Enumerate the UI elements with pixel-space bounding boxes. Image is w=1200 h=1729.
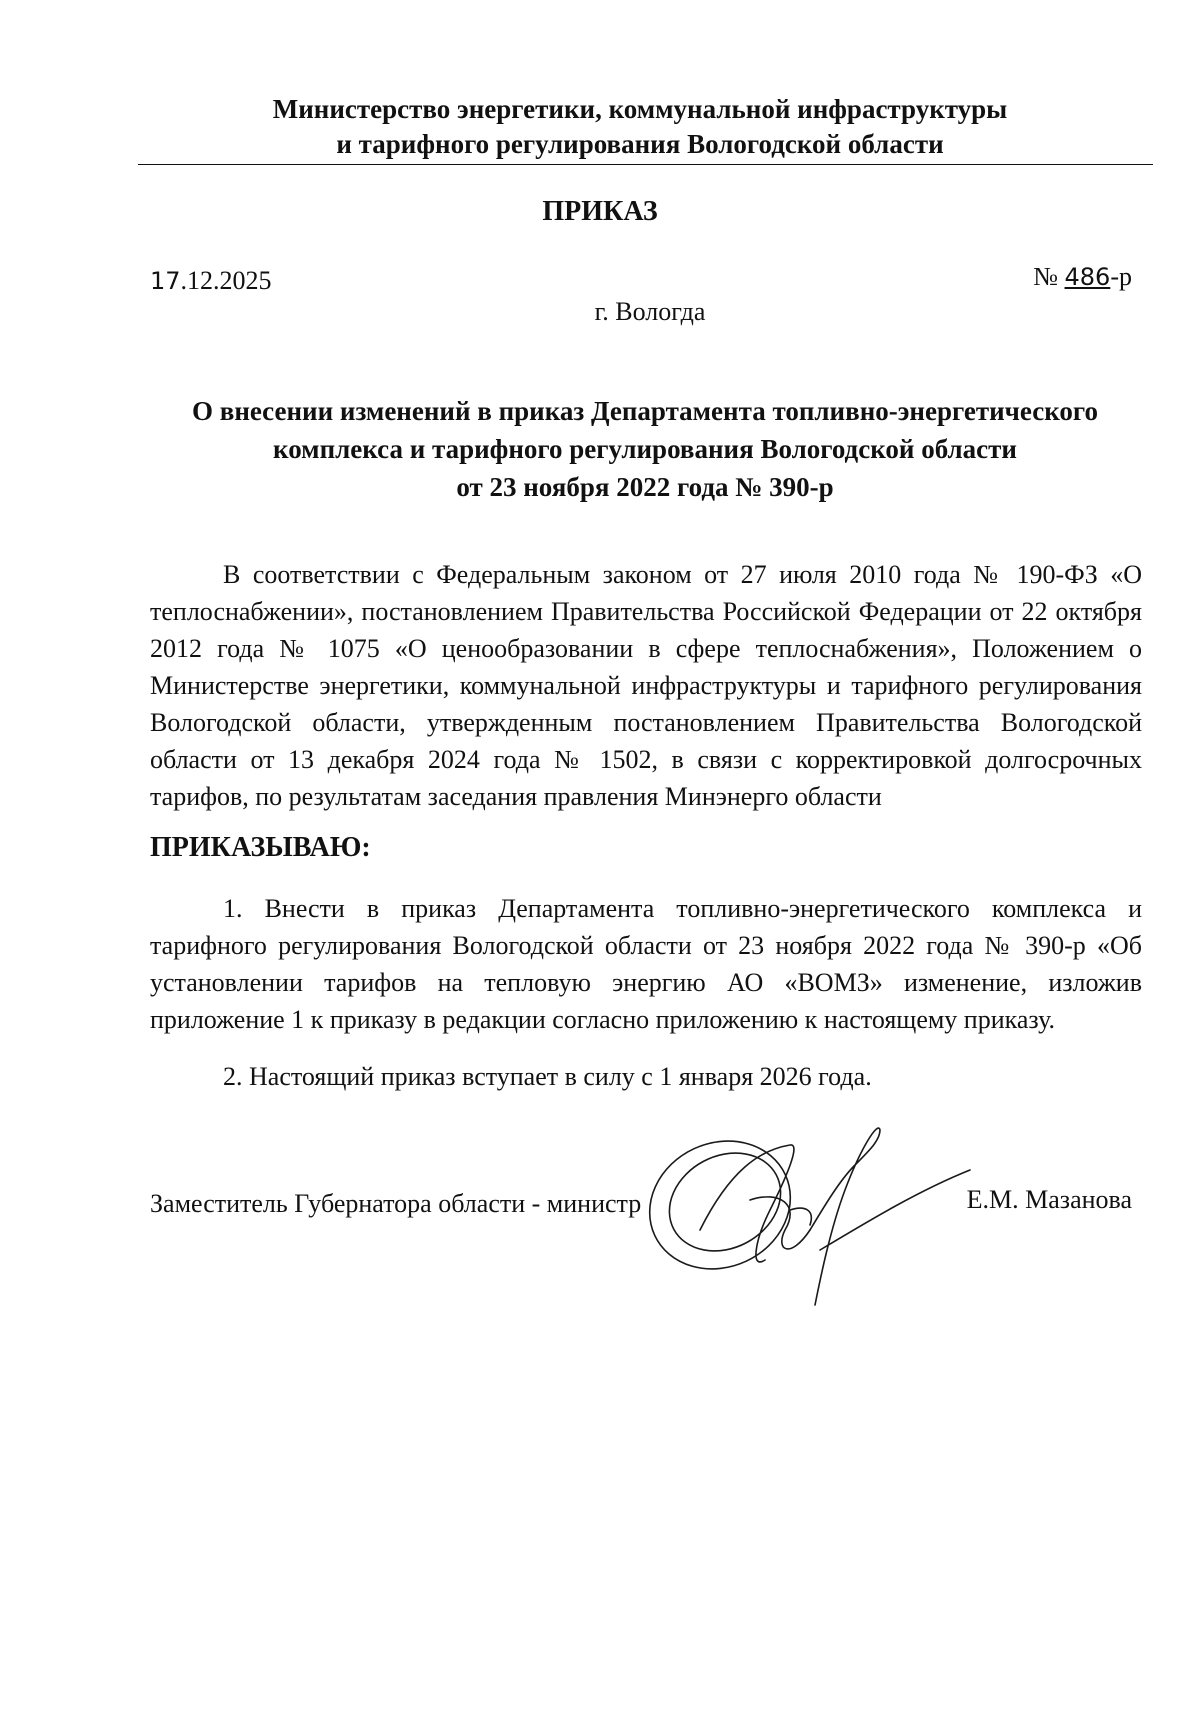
orders-heading: ПРИКАЗЫВАЮ: [150,832,371,863]
order-number [1033,262,1132,292]
ministry-line-1: Министерство энергетики, коммунальной инфраструктуры [272,94,1008,124]
order-title: ПРИКАЗ [542,196,658,227]
subject-line-2: комплекса и тарифного регулирования Вологодской области [273,434,1017,464]
order-item-1: 1. Внести в приказ Департамента топливно-энергетического комплекса и тарифного регулирования Вологодской области от 23 ноября 2022 года № 390-р «Об установлении тарифов на тепловую энергию АО «ВОМЗ» изменение, изложив приложение 1 к приказу в редакции согласно приложению к настоящему приказу. [150,894,1142,1034]
signer-position: Заместитель Губернатора области - министр [150,1189,642,1218]
subject-line-1: О внесении изменений в приказ Департамента топливно-энергетического [191,396,1098,426]
handwritten-signature [640,1110,980,1310]
order-number-value: 486 [1064,263,1111,291]
order-number-suffix: -р [1110,262,1132,291]
signer-name: Е.М. Мазанова [966,1185,1132,1214]
order-item-2: 2. Настоящий приказ вступает в силу с 1 января 2026 года. [223,1062,872,1091]
order-date [150,266,272,296]
ministry-line-2: и тарифного регулирования Вологодской области [336,129,944,159]
ministry-header [140,92,1140,162]
subject-line-3: от 23 ноября 2022 года № 390-р [456,472,834,502]
order-subject [140,392,1150,506]
order-number-prefix: № [1033,262,1065,291]
order-date-day: 17 [150,267,181,295]
header-divider [138,164,1153,165]
order-city: г. Вологда [594,297,706,326]
preamble-paragraph: В соответствии с Федеральным законом от 27 июля 2010 года № 190-ФЗ «О теплоснабжении», постановлением Правительства Российской Федерации от 22 октября 2012 года № 1075 «О ценообразовании в сфере теплоснабжения», Положением о Министерстве энергетики, коммунальной инфраструктуры и тарифного регулирования Вологодской области, утвержденным постановлением Правительства Вологодской области от 13 декабря 2024 года № 1502, в связи с корректировкой долгосрочных тарифов, по результатам заседания правления Минэнерго области [150,560,1142,811]
order-date-rest: .12.2025 [180,266,272,295]
